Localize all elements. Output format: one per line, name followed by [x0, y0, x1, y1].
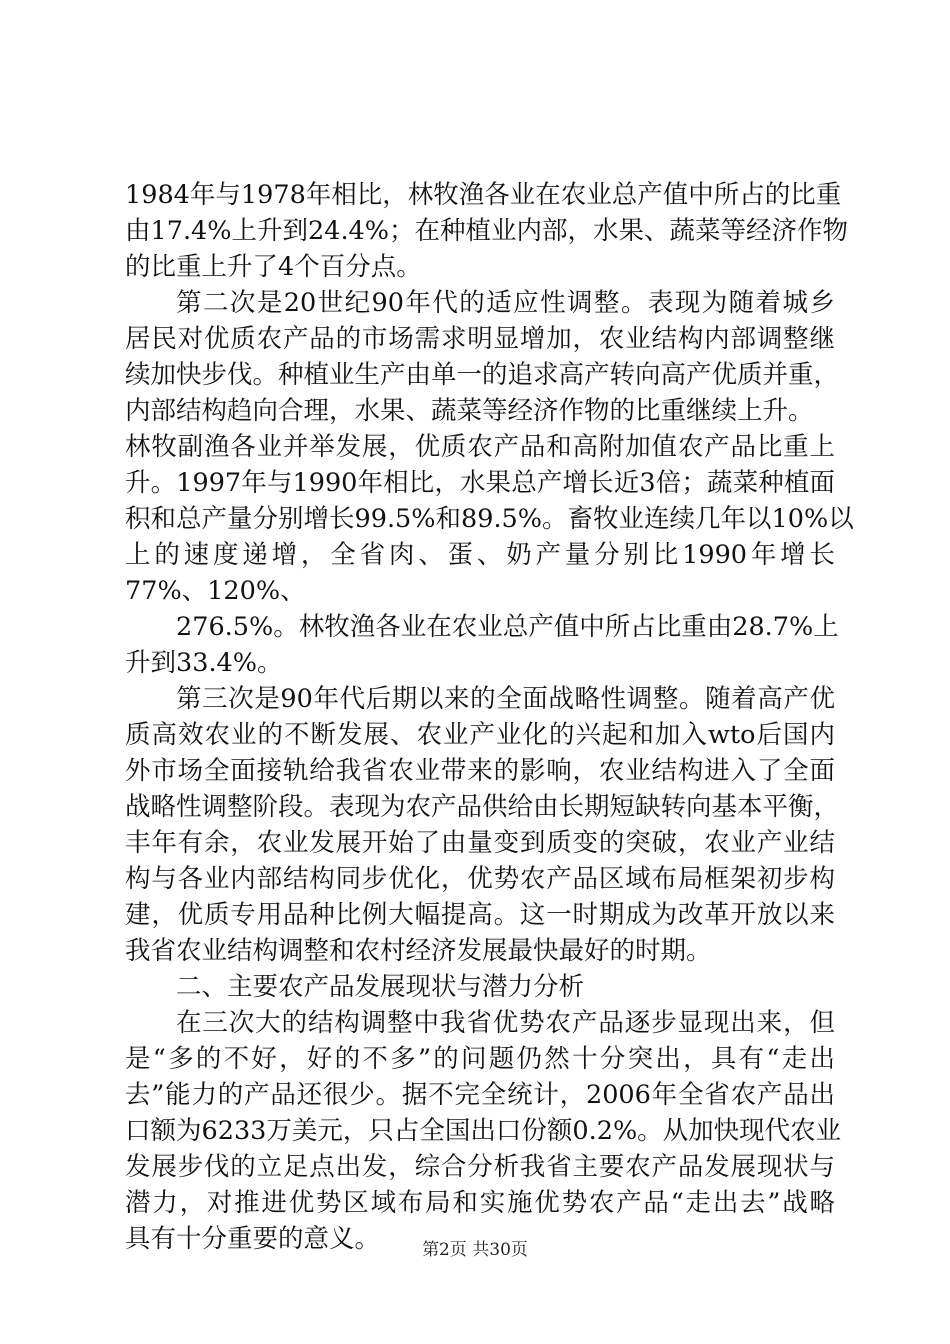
text-line: 潜力，对推进优势区域布局和实施优势农产品“走出去”战略 [125, 1188, 835, 1218]
text-line: 升。1997年与1990年相比，水果总产增长近3倍；蔬菜种植面 [125, 468, 835, 498]
text-line: 积和总产量分别增长99.5%和89.5%。畜牧业连续几年以10%以 [125, 504, 854, 534]
text-line: 上的速度递增，全省肉、蛋、奶产量分别比1990年增长 [125, 540, 835, 570]
text-line: 具有十分重要的意义。 [125, 1224, 381, 1254]
text-line: 外市场全面接轨给我省农业带来的影响，农业结构进入了全面 [125, 756, 835, 786]
text-line: 续加快步伐。种植业生产由单一的追求高产转向高产优质并重， [125, 360, 840, 390]
page-number: 第2页 共30页 [422, 1240, 528, 1260]
text-line: 第三次是90年代后期以来的全面战略性调整。随着高产优 [176, 684, 835, 714]
text-line: 我省农业结构调整和农村经济发展最快最好的时期。 [125, 936, 712, 966]
text-line: 在三次大的结构调整中我省优势农产品逐步显现出来，但 [176, 1008, 835, 1038]
section-heading: 二、主要农产品发展现状与潜力分析 [176, 972, 585, 1002]
text-line: 丰年有余，农业发展开始了由量变到质变的突破，农业产业结 [125, 828, 835, 858]
text-line: 战略性调整阶段。表现为农产品供给由长期短缺转向基本平衡， [125, 792, 840, 822]
text-line: 构与各业内部结构同步优化，优势农产品区域布局框架初步构 [125, 864, 835, 894]
text-line: 建，优质专用品种比例大幅提高。这一时期成为改革开放以来 [125, 900, 835, 930]
text-line: 276.5%。林牧渔各业在农业总产值中所占比重由28.7%上 [176, 612, 839, 642]
text-line: 是“多的不好，好的不多”的问题仍然十分突出，具有“走出 [125, 1044, 835, 1074]
text-line: 由17.4%上升到24.4%；在种植业内部，水果、蔬菜等经济作物 [125, 216, 849, 246]
text-line: 居民对优质农产品的市场需求明显增加，农业结构内部调整继 [125, 324, 835, 354]
text-line: 升到33.4%。 [125, 648, 283, 678]
text-line: 第二次是20世纪90年代的适应性调整。表现为随着城乡 [176, 288, 835, 318]
text-line: 发展步伐的立足点出发，综合分析我省主要农产品发展现状与 [125, 1152, 835, 1182]
text-line: 质高效农业的不断发展、农业产业化的兴起和加入wto后国内 [125, 720, 835, 750]
text-line: 77%、120%、 [125, 576, 306, 606]
text-line: 的比重上升了4个百分点。 [125, 252, 422, 282]
text-line: 林牧副渔各业并举发展，优质农产品和高附加值农产品比重上 [125, 432, 835, 462]
text-line: 内部结构趋向合理，水果、蔬菜等经济作物的比重继续上升。 [125, 396, 814, 426]
text-line: 去”能力的产品还很少。据不完全统计，2006年全省农产品出 [125, 1080, 835, 1110]
text-line: 口额为6233万美元，只占全国出口份额0.2%。从加快现代农业 [125, 1116, 842, 1146]
text-line: 1984年与1978年相比，林牧渔各业在农业总产值中所占的比重 [125, 180, 842, 210]
